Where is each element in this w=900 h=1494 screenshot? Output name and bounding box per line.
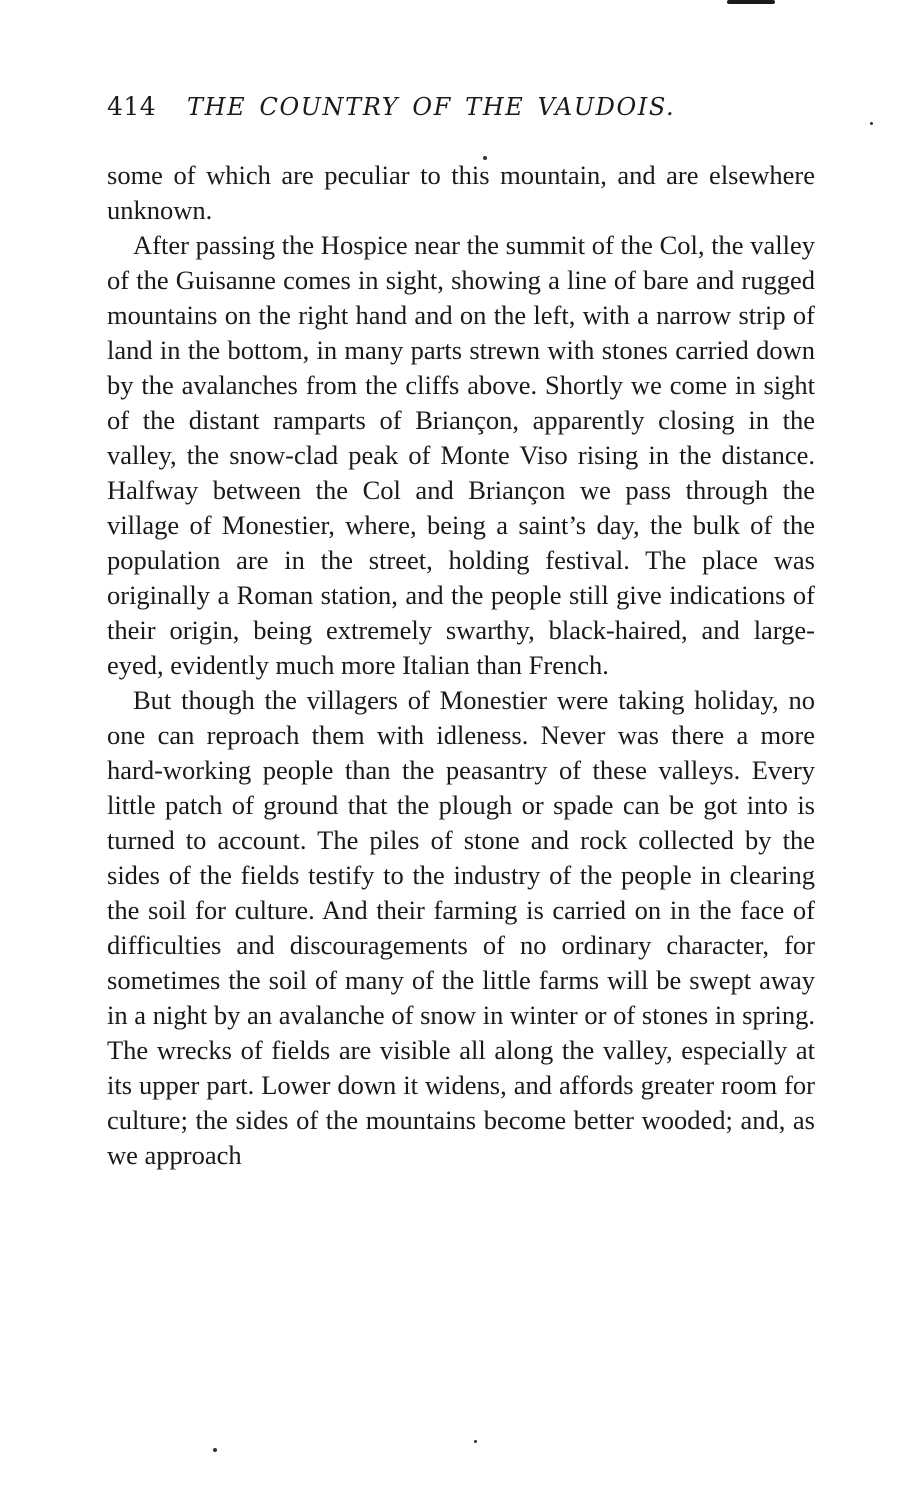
paragraph-continued: some of which are peculiar to this mountain, and are elsewhere unknown. bbox=[107, 160, 815, 225]
paragraph-monestier: But though the villagers of Monestier were taking holiday, no one can reproach them with idleness. Never was there a more hard-working people than the peasantry of these valleys. Every little patch of ground that the plough or spade can be got into is turned to account. The piles of stone and rock collected by the sides of the fields testify to the industry of the people in clearing the soil for culture. And their farming is carried on in the face of difficulties and discouragements of no ordinary character, for sometimes the soil of many of the little farms will be swept away in a night by an avalanche of snow in winter or of stones in spring. The wrecks of fields are visible all along the valley, especially at its upper part. Lower down it widens, and affords greater room for culture; the sides of the mountains become better wooded; and, as we approach bbox=[107, 685, 815, 1170]
body-text bbox=[107, 158, 815, 1173]
speck-mark bbox=[483, 156, 487, 160]
running-title: THE COUNTRY OF THE VAUDOIS. bbox=[187, 93, 676, 121]
top-edge-mark bbox=[727, 0, 775, 4]
page-number: 414 bbox=[107, 92, 157, 121]
speck-mark bbox=[870, 122, 873, 125]
speck-mark bbox=[474, 1440, 477, 1443]
running-head bbox=[107, 92, 815, 140]
speck-mark bbox=[213, 1448, 217, 1452]
book-page bbox=[107, 92, 815, 1173]
paragraph-hospice: After passing the Hospice near the summit of the Col, the valley of the Guisanne comes in sight, showing a line of bare and rugged mountains on the right hand and on the left, with a narrow strip of land in the bottom, in many parts strewn with stones carried down by the avalanches from the cliffs above. Shortly we come in sight of the distant ramparts of Briançon, apparently closing in the valley, the snow-clad peak of Monte Viso rising in the distance. Halfway between the Col and Briançon we pass through the village of Monestier, where, being a saint’s day, the bulk of the population are in the street, holding festival. The place was originally a Roman station, and the people still give indications of their origin, being extremely swarthy, black-haired, and large-eyed, evidently much more Italian than French. bbox=[107, 230, 815, 680]
